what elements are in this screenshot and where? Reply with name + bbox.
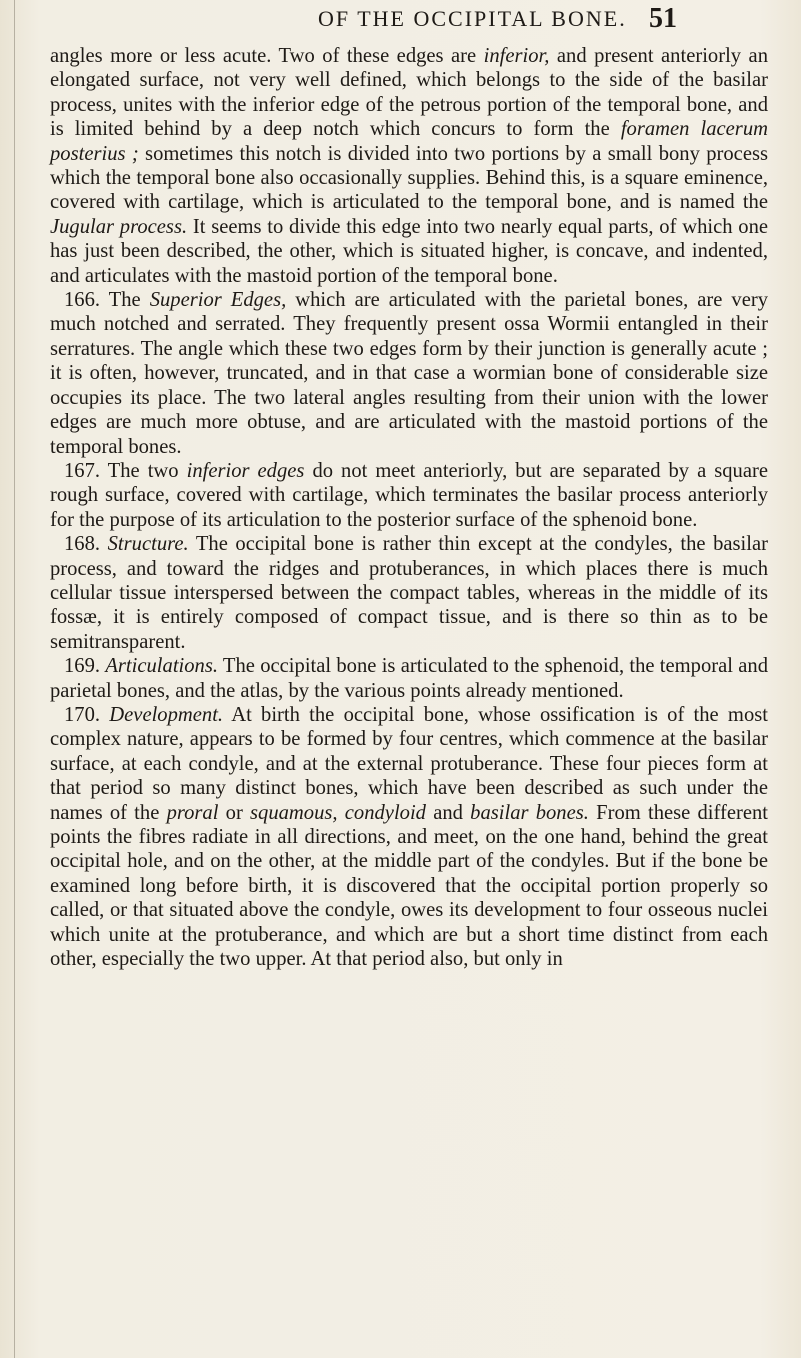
paragraph [50, 532, 768, 654]
text-run: which are articulated with the parietal bones, are very much notched and serrated. They frequently present ossa Wormii entangled in their serratures. The angle which these two edges form by their junction is generally acute ; it is often, however, truncated, and in that case a wormian bone of considerable size occupies its place. The two lateral angles resulting from their union with the lower edges are much more obtuse, and are articulated with the mastoid portions of the temporal bones. [50, 289, 769, 458]
page-edge-shadow [14, 0, 15, 1358]
text-run: The occipital bone is rather thin except at the condyles, the basilar process, and toward the ridges and protuberances, in which places there is much cellular tissue interspersed between the compact tables, whereas in the middle of its fossæ, it is entirely composed of compact tissue, and is there so thin as to be semitransparent. [50, 533, 768, 653]
text-run: It seems to divide this edge into two nearly equal parts, of which one has just been described, the other, which is situated higher, is concave, and indented, and articulates with the mastoid portion of the temporal bone. [50, 215, 769, 287]
paragraph [50, 654, 768, 703]
text-run [100, 704, 109, 726]
body-text [50, 44, 768, 971]
text-run: and present anteriorly an elongated surface, not very well defined, which belongs to the side of the basilar process, unites with the inferior edge of the petrous portion of the temporal bone, and is limited behind by a deep notch which concurs to form the [50, 45, 768, 141]
text-run: The two [100, 459, 187, 482]
italic-term: Articulations. [105, 655, 219, 678]
section-number: 170. [64, 703, 101, 726]
text-run: The occipital bone is articulated to the sphenoid, the temporal and parietal bones, and the atlas, by the various points already mentioned. [50, 655, 768, 702]
text-run: do not meet anteriorly, but are separated by a square rough surface, covered with cartilage, which terminates the basilar process anteriorly for the purpose of its articulation to the posterior surface of the sphenoid bone. [50, 459, 768, 531]
paragraph [50, 44, 768, 288]
running-head: OF THE OCCIPITAL BONE. [318, 6, 627, 31]
text-run: The [100, 289, 150, 312]
text-run: and [425, 801, 471, 824]
italic-term: basilar bones. [470, 801, 589, 824]
text-run [100, 533, 108, 555]
text-run: From these different points the fibres radiate in all directions, and meet, on the one hand, behind the great occipital hole, and on the other, at the middle part of the condyles. But if the bone be examined long before birth, it is discovered that the occipital portion properly so called, or that situated above the condyle, owes its development to four osseous nuclei which unite at the protuberance, and which are but a short time distinct from each other, especially the two upper. At that period also, but only in [50, 801, 769, 971]
text-run: sometimes this notch is divided into two portions by a small bony process which the temporal bone also occasionally supplies. Behind this, is a square eminence, covered with cartilage, which is articulated to the temporal bone, and is named the [50, 142, 768, 214]
section-number: 167. [64, 459, 101, 482]
italic-term: Jugular process. [50, 215, 188, 238]
page-number: 51 [649, 3, 677, 34]
paragraph [50, 459, 768, 532]
text-run: angles more or less acute. Two of these edges are [50, 45, 484, 67]
page-header [0, 0, 801, 40]
italic-term: inferior edges [186, 459, 305, 482]
section-number: 168. [64, 533, 101, 556]
italic-term: foramen lacerum posterius ; [50, 118, 768, 165]
italic-term: Structure. [107, 533, 189, 556]
italic-term: inferior, [483, 45, 550, 67]
section-number: 166. [64, 289, 101, 312]
section-number: 169. [64, 655, 101, 678]
italic-term: Development. [109, 703, 224, 726]
text-run: At birth the occipital bone, whose ossification is of the most complex nature, appears to be formed by four centres, which commence at the basilar surface, at each condyle, and at the external protuberance. These four pieces form at that period so many distinct bones, which have been described as such under the names of the [50, 703, 768, 824]
paragraph [50, 703, 768, 971]
italic-term: proral [166, 801, 219, 824]
italic-term: Superior Edges, [149, 289, 287, 312]
italic-term: squamous, condyloid [250, 801, 426, 824]
paragraph [50, 288, 768, 459]
text-run: or [218, 801, 251, 824]
